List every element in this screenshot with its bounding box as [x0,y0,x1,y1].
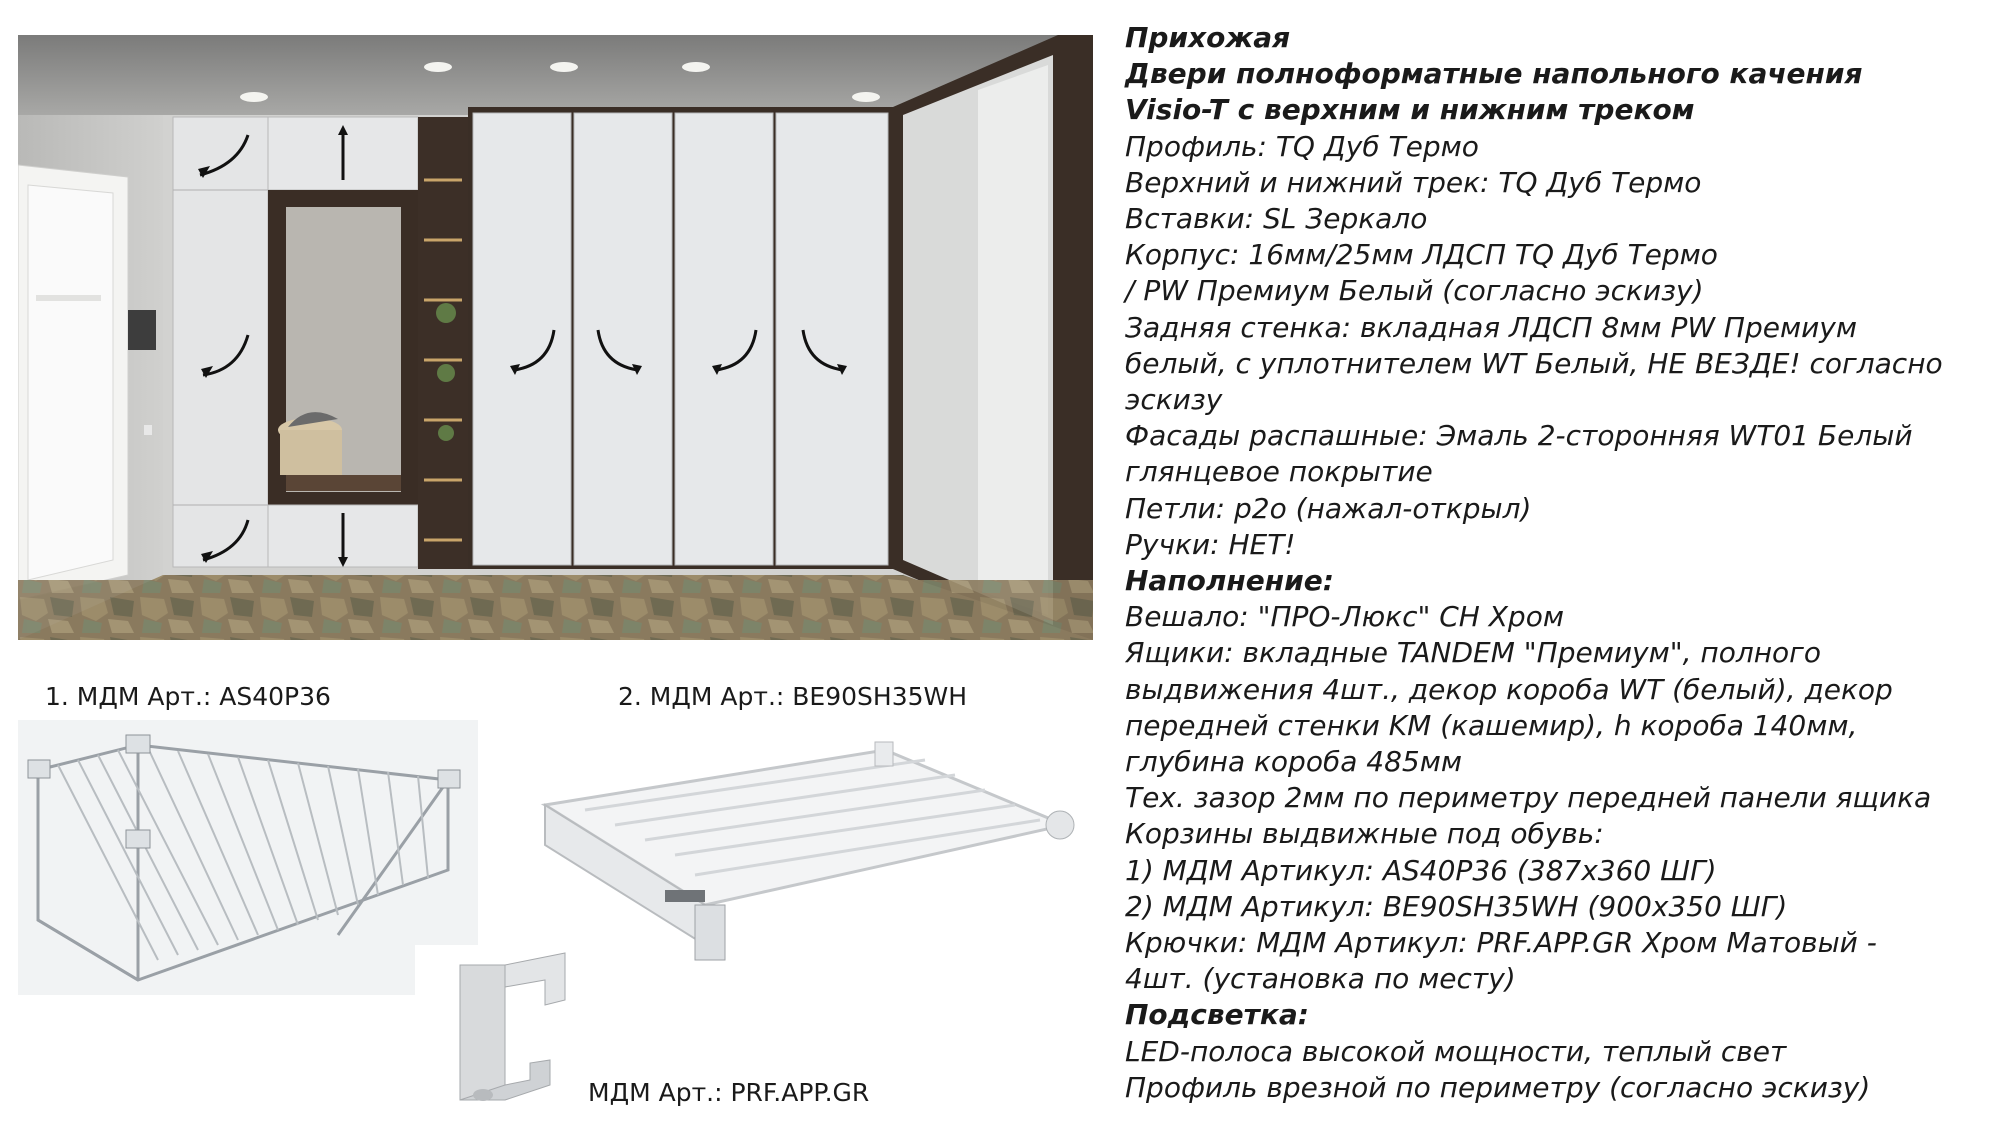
spec-line: Корпус: 16мм/25мм ЛДСП TQ Дуб Термо [1125,238,1718,272]
spec-line: Крючки: МДМ Артикул: PRF.APP.GR Хром Матовый - [1125,926,1877,960]
spec-line: глянцевое покрытие [1125,455,1433,489]
hallway-render [18,35,1093,640]
shoe-basket-image [18,720,478,995]
spec-line: LED-полоса высокой мощности, теплый свет [1125,1034,1787,1068]
pullout-rack-image [525,730,1085,970]
spec-line: Профиль врезной по периметру (согласно эскизу) [1125,1070,1871,1104]
spec-line: Фасады распашные: Эмаль 2-сторонняя WT01 Белый [1125,419,1913,453]
doors-heading: Двери полноформатные напольного качения [1125,57,1863,91]
specification-text [1125,20,1995,1106]
spec-line: Профиль: TQ Дуб Термо [1125,129,1479,163]
spec-line: передней стенки KM (кашемир), h короба 140мм, [1125,708,1858,742]
spec-line: выдвижения 4шт., декор короба WT (белый), декор [1125,672,1893,706]
filling-heading: Наполнение: [1125,564,1334,598]
spec-line: Верхний и нижний трек: TQ Дуб Термо [1125,165,1702,199]
spec-line: Ящики: вкладные TANDEM "Премиум", полного [1125,636,1822,670]
spec-line: эскизу [1125,383,1223,417]
spec-line: Ручки: НЕТ! [1125,527,1296,561]
caption-item-3: МДМ Арт.: PRF.APP.GR [588,1078,870,1107]
spec-line: Тех. зазор 2мм по периметру передней панели ящика [1125,781,1932,815]
spec-line: Петли: p2o (нажал-открыл) [1125,491,1532,525]
spec-line: белый, с уплотнителем WT Белый, НЕ ВЕЗДЕ! согласно [1125,346,1943,380]
spec-line: 4шт. (установка по месту) [1125,962,1516,996]
doors-system: Visio-T с верхним и нижним треком [1125,93,1695,127]
spec-line: Вешало: "ПРО-Люкс" CH Хром [1125,600,1564,634]
spec-line: Корзины выдвижные под обувь: [1125,817,1604,851]
spec-line: глубина короба 485мм [1125,745,1462,779]
caption-item-1: 1. МДМ Арт.: AS40P36 [45,682,331,711]
spec-line: Вставки: SL Зеркало [1125,202,1428,236]
caption-item-2: 2. МДМ Арт.: BE90SH35WH [618,682,968,711]
lighting-heading: Подсветка: [1125,998,1309,1032]
spec-line: 1) МДМ Артикул: AS40P36 (387x360 ШГ) [1125,853,1717,887]
spec-line: / PW Премиум Белый (согласно эскизу) [1125,274,1704,308]
spec-line: Задняя стенка: вкладная ЛДСП 8мм PW Премиум [1125,310,1857,344]
spec-title: Прихожая [1125,21,1291,54]
hook-image [415,945,590,1125]
spec-line: 2) МДМ Артикул: BE90SH35WH (900x350 ШГ) [1125,889,1788,923]
